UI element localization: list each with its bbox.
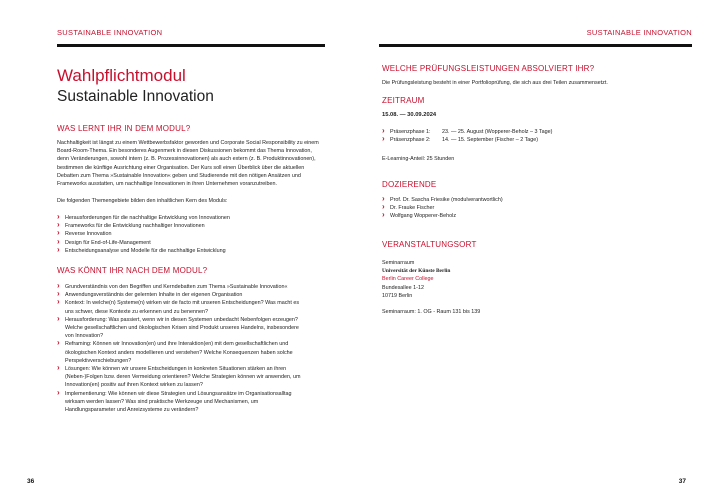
- header-rule: [379, 44, 692, 47]
- outcomes-list: [57, 283, 307, 414]
- phase-label: › Präsenzphase 2:: [390, 137, 431, 144]
- list-item: › Anwendungsverständnis der gelernten Inhalte in der eigenen Organisation: [57, 291, 307, 299]
- running-head: SUSTAINABLE INNOVATION: [57, 28, 163, 37]
- phase-value: 23. — 25. August (Wopperer-Beholz – 3 Tage): [442, 129, 553, 135]
- list-item: › Dr. Frauke Fischer: [382, 204, 682, 212]
- phases-list: [382, 128, 682, 144]
- list-item: › Reframing: Können wir Innovation(en) und ihre Interaktion(en) mit dem gesellschaftlichen und ökologischen Kontext anders modellieren und verstehen? Welche Konsequenzen haben solche Perspektivverschiebungen?: [57, 340, 307, 365]
- venue-room: Seminarraum: 1. OG - Raum 131 bis 139: [382, 309, 481, 315]
- page-title: Wahlpflichtmodul: [57, 66, 186, 85]
- phase-value: 14. — 15. September (Fischer – 2 Tage): [442, 137, 539, 144]
- venue-university: Universität der Künste Berlin: [382, 268, 451, 275]
- section-heading-outcomes: WAS KÖNNT IHR NACH DEM MODUL?: [57, 266, 208, 275]
- venue-college: Berlin Career College: [382, 276, 434, 283]
- exam-text: Die Prüfungsleistung besteht in einer Portfolioprüfung, die sich aus drei Teilen zusammensetzt.: [382, 80, 608, 86]
- list-item: › Design für End-of-Life-Management: [57, 239, 325, 247]
- list-item: › Frameworks für die Entwicklung nachhaltiger Innovationen: [57, 222, 325, 230]
- section-heading-period: ZEITRAUM: [382, 96, 425, 105]
- topics-list: [57, 214, 325, 255]
- page-subtitle: Sustainable Innovation: [57, 88, 214, 105]
- elearning-text: E-Learning-Anteil: 25 Stunden: [382, 156, 455, 162]
- list-item: › Prof. Dr. Sascha Friesike (modulverantwortlich): [382, 196, 682, 204]
- period-dates: 15.08. — 30.09.2024: [382, 112, 437, 118]
- page-number: 37: [678, 478, 686, 485]
- venue-address: [382, 259, 682, 300]
- section-heading-learn: WAS LERNT IHR IN DEM MODUL?: [57, 124, 191, 133]
- list-item: › Lösungen: Wie können wir unsere Entscheidungen in konkreten Situationen stärken an ihren (Neben-)Folgen bzw. deren Vermeidung orientieren? Welche Strategien können wir anwenden, um Innovation(en) positiv auf ihren Kontext wirken zu lassen?: [57, 365, 307, 390]
- intro-paragraph: Nachhaltigkeit ist längst zu einem Wettbewerbsfaktor geworden und Corporate Social Responsibility zu einem Board-Room-Thema. Ein besonderes Augenmerk in diesen Diskussionen bekommt das Thema Innovation, denn Veränderungen, sowohl intern (z. B. Prozessinnovationen) als auch extern (z. B. Produktinnovationen), bestimmen die künftige Ausrichtung einer Organisation. Der Kurs soll einen Überblick über die aktuellen Debatten zum Thema »Sustainable Innovation« geben und Studierende mit den nötigen Ansätzen und Frameworks ausstatten, um nachhaltige Innovationen in ihren Unternehmen voranzutreiben.: [57, 140, 319, 188]
- running-head: SUSTAINABLE INNOVATION: [586, 28, 692, 37]
- list-item: › Grundverständnis von den Begriffen und Kerndebatten zum Thema »Sustainable Innovation«: [57, 283, 307, 291]
- list-item: › Entscheidungsanalyse und Modelle für die nachhaltige Entwicklung: [57, 247, 325, 255]
- list-item: › Herausforderungen für die nachhaltige Entwicklung von Innovationen: [57, 214, 325, 222]
- list-item: › Herausforderung: Was passiert, wenn wir in diesen Systemen unbedacht Nebenfolgen erzeugen? Welche gesellschaftlichen und ökologischen Krisen sind Produkt unseres Handelns, insbesondere von Innovation?: [57, 316, 307, 341]
- section-heading-venue: VERANSTALTUNGSORT: [382, 240, 477, 249]
- right-page: [353, 0, 706, 500]
- section-heading-exam: WELCHE PRÜFUNGSLEISTUNGEN ABSOLVIERT IHR?: [382, 64, 595, 73]
- list-item: › Reverse Innovation: [57, 230, 325, 238]
- venue-line: Seminarraum: [382, 260, 415, 266]
- lecturers-list: [382, 196, 682, 221]
- venue-street: Bundesallee 1-12: [382, 284, 424, 291]
- list-item: › Kontext: In welche(n) Systeme(n) wirken wir de facto mit unseren Entscheidungen? Was macht es uns schwer, diese Kontexte zu erkennen und zu benennen?: [57, 299, 307, 315]
- venue-city: 10719 Berlin: [382, 292, 413, 299]
- section-heading-lecturers: DOZIERENDE: [382, 180, 437, 189]
- list-item: › Wolfgang Wopperer-Beholz: [382, 212, 682, 220]
- phase-label: › Präsenzphase 1:: [390, 129, 431, 135]
- page-number: 36: [27, 478, 35, 485]
- header-rule: [57, 44, 325, 47]
- list-item: › Implementierung: Wie können wir diese Strategien und Lösungsansätze im Organisationsalltag wirksam werden lassen? Was sind praktische Werkzeuge und Mechanismen, um Handlungsparameter und Anreizsysteme zu verändern?: [57, 390, 307, 415]
- topics-intro: Die folgenden Themengebiete bilden den inhaltlichen Kern des Moduls:: [57, 198, 228, 204]
- list-item: [382, 128, 682, 136]
- list-item: [382, 136, 682, 144]
